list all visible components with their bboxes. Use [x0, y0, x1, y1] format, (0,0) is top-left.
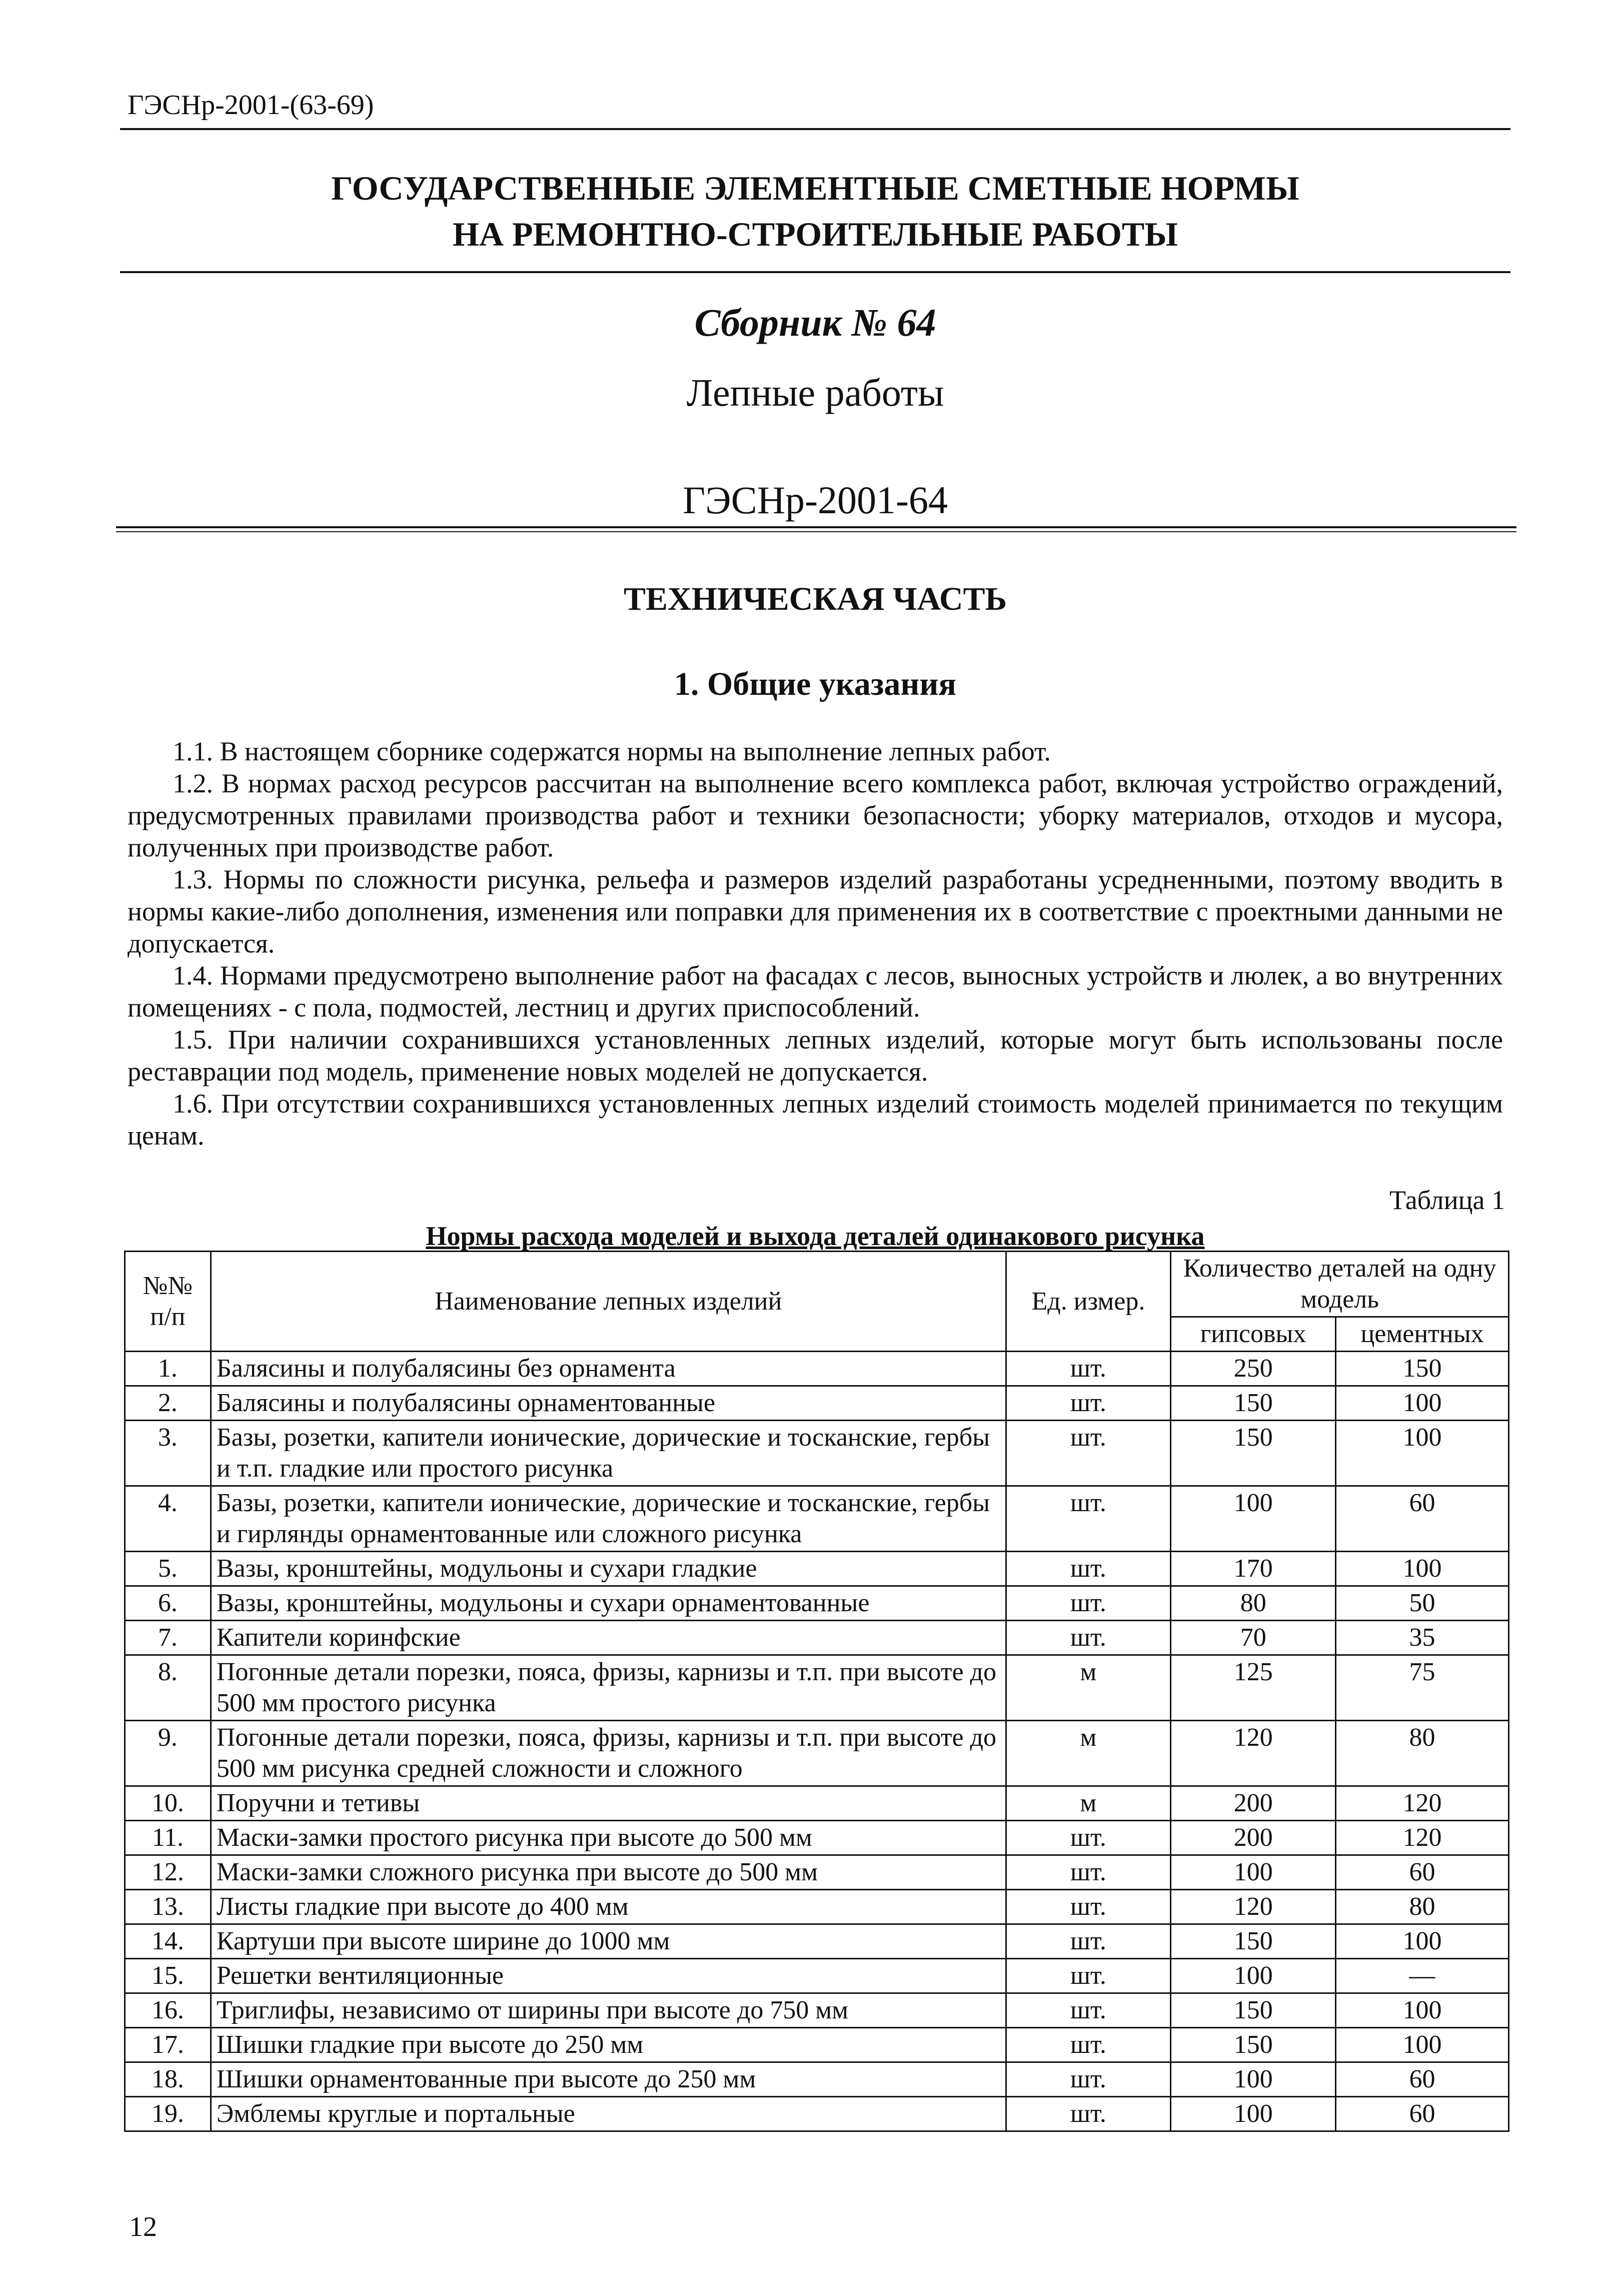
paragraph-1-1: 1.1. В настоящем сборнике содержатся нормы на выполнение лепных работ.	[173, 736, 1051, 766]
table-row	[125, 1386, 1509, 1421]
gypsum-count: 150	[1171, 2028, 1336, 2062]
row-number: 9.	[125, 1721, 211, 1786]
title-line-1: ГОСУДАРСТВЕННЫЕ ЭЛЕМЕНТНЫЕ СМЕТНЫЕ НОРМЫ	[331, 169, 1299, 207]
gypsum-count: 100	[1171, 1959, 1336, 1993]
unit: шт.	[1006, 1855, 1171, 1890]
row-number: 17.	[125, 2028, 211, 2062]
cement-count: 100	[1336, 2028, 1509, 2062]
collection-number: Сборник № 64	[694, 301, 936, 344]
unit: м	[1006, 1786, 1171, 1821]
row-number: 6.	[125, 1586, 211, 1621]
cement-count: 100	[1336, 1421, 1509, 1486]
row-number: 10.	[125, 1786, 211, 1821]
item-name: Эмблемы круглые и портальные	[211, 2097, 1006, 2131]
unit: шт.	[1006, 1924, 1171, 1959]
cement-count: 120	[1336, 1786, 1509, 1821]
item-name: Базы, розетки, капители ионические, дорические и тосканские, гербы и гирлянды орнаментованные или сложного рисунка	[211, 1486, 1006, 1552]
unit: шт.	[1006, 1352, 1171, 1386]
title-rule	[120, 271, 1510, 273]
item-name: Базы, розетки, капители ионические, дорические и тосканские, гербы и т.п. гладкие или простого рисунка	[211, 1421, 1006, 1486]
cement-count: 100	[1336, 1386, 1509, 1421]
gypsum-count: 120	[1171, 1721, 1336, 1786]
gypsum-count: 100	[1171, 1855, 1336, 1890]
cement-count: 120	[1336, 1821, 1509, 1855]
table-row	[125, 1421, 1509, 1486]
paragraph-1-2: 1.2. В нормах расход ресурсов рассчитан на выполнение всего комплекса работ, включая устройство ограждений, предусмотренных правилами производства работ и техники безопасности; уборку материалов, отходов и мусора, полученных при производстве работ.	[128, 768, 1503, 862]
title-line-2: НА РЕМОНТНО-СТРОИТЕЛЬНЫЕ РАБОТЫ	[453, 215, 1178, 253]
cement-count: 150	[1336, 1352, 1509, 1386]
document-title	[120, 165, 1510, 257]
table-row	[125, 1993, 1509, 2028]
gypsum-count: 150	[1171, 1924, 1336, 1959]
cement-count: 80	[1336, 1890, 1509, 1924]
running-header: ГЭСНр-2001-(63-69)	[128, 90, 374, 121]
row-number: 1.	[125, 1352, 211, 1386]
table-caption: Нормы расхода моделей и выхода деталей одинакового рисунка	[426, 1221, 1205, 1251]
paragraph-1-4: 1.4. Нормами предусмотрено выполнение работ на фасадах с лесов, выносных устройств и люлек, а во внутренних помещениях - с пола, подмостей, лестниц и других приспособлений.	[128, 960, 1503, 1022]
gypsum-count: 120	[1171, 1890, 1336, 1924]
header-quantity: Количество деталей на одну модель	[1171, 1252, 1509, 1317]
row-number: 18.	[125, 2062, 211, 2097]
table-row	[125, 1621, 1509, 1655]
table-row	[125, 1552, 1509, 1586]
row-number: 2.	[125, 1386, 211, 1421]
cement-count: 50	[1336, 1586, 1509, 1621]
unit: м	[1006, 1721, 1171, 1786]
unit: шт.	[1006, 1386, 1171, 1421]
item-name: Балясины и полубалясины орнаментованные	[211, 1386, 1006, 1421]
row-number: 11.	[125, 1821, 211, 1855]
unit: шт.	[1006, 1993, 1171, 2028]
unit: шт.	[1006, 1821, 1171, 1855]
unit: шт.	[1006, 1586, 1171, 1621]
item-name: Листы гладкие при высоте до 400 мм	[211, 1890, 1006, 1924]
cement-count: 75	[1336, 1655, 1509, 1721]
row-number: 4.	[125, 1486, 211, 1552]
unit: шт.	[1006, 1552, 1171, 1586]
gypsum-count: 80	[1171, 1586, 1336, 1621]
item-name: Маски-замки простого рисунка при высоте до 500 мм	[211, 1821, 1006, 1855]
norms-table	[124, 1251, 1509, 2132]
page-number: 12	[129, 2211, 157, 2242]
table-row	[125, 1586, 1509, 1621]
collection-subject: Лепные работы	[686, 371, 944, 414]
item-name: Погонные детали порезки, пояса, фризы, карнизы и т.п. при высоте до 500 мм простого рисунка	[211, 1655, 1006, 1721]
table-row	[125, 2028, 1509, 2062]
row-number: 3.	[125, 1421, 211, 1486]
item-name: Маски-замки сложного рисунка при высоте до 500 мм	[211, 1855, 1006, 1890]
table-row	[125, 1821, 1509, 1855]
item-name: Шишки орнаментованные при высоте до 250 мм	[211, 2062, 1006, 2097]
item-name: Капители коринфские	[211, 1621, 1006, 1655]
gypsum-count: 125	[1171, 1655, 1336, 1721]
cement-count: 35	[1336, 1621, 1509, 1655]
table-label: Таблица 1	[1389, 1185, 1505, 1215]
section-heading: 1. Общие указания	[674, 666, 957, 702]
row-number: 16.	[125, 1993, 211, 2028]
header-num: №№ п/п	[125, 1252, 211, 1352]
table-row	[125, 1655, 1509, 1721]
unit: шт.	[1006, 1890, 1171, 1924]
technical-part-heading: ТЕХНИЧЕСКАЯ ЧАСТЬ	[623, 581, 1007, 617]
item-name: Шишки гладкие при высоте до 250 мм	[211, 2028, 1006, 2062]
gypsum-count: 150	[1171, 1993, 1336, 2028]
gypsum-count: 200	[1171, 1821, 1336, 1855]
item-name: Триглифы, независимо от ширины при высоте до 750 мм	[211, 1993, 1006, 2028]
cement-count: 80	[1336, 1721, 1509, 1786]
header-cement: цементных	[1336, 1317, 1509, 1352]
gypsum-count: 150	[1171, 1421, 1336, 1486]
table-row	[125, 1924, 1509, 1959]
table-row	[125, 1721, 1509, 1786]
row-number: 7.	[125, 1621, 211, 1655]
cement-count: —	[1336, 1959, 1509, 1993]
gypsum-count: 100	[1171, 1486, 1336, 1552]
gypsum-count: 70	[1171, 1621, 1336, 1655]
item-name: Решетки вентиляционные	[211, 1959, 1006, 1993]
row-number: 12.	[125, 1855, 211, 1890]
unit: шт.	[1006, 2097, 1171, 2131]
table-row	[125, 2097, 1509, 2131]
cement-count: 100	[1336, 1552, 1509, 1586]
paragraph-1-3: 1.3. Нормы по сложности рисунка, рельефа и размеров изделий разработаны усредненными, поэтому вводить в нормы какие-либо дополнения, изменения или поправки для применения их в соответствие с проектными данными не допускается.	[128, 864, 1503, 958]
table-body	[125, 1352, 1509, 2131]
item-name: Балясины и полубалясины без орнамента	[211, 1352, 1006, 1386]
table-row	[125, 1890, 1509, 1924]
table-row	[125, 1352, 1509, 1386]
gypsum-count: 170	[1171, 1552, 1336, 1586]
unit: шт.	[1006, 1421, 1171, 1486]
row-number: 19.	[125, 2097, 211, 2131]
document-code: ГЭСНр-2001-64	[683, 478, 948, 522]
unit: шт.	[1006, 1959, 1171, 1993]
gypsum-count: 200	[1171, 1786, 1336, 1821]
table-header-row	[125, 1252, 1509, 1317]
cement-count: 60	[1336, 1486, 1509, 1552]
unit: шт.	[1006, 1621, 1171, 1655]
unit: шт.	[1006, 1486, 1171, 1552]
paragraph-1-5: 1.5. При наличии сохранившихся установленных лепных изделий, которые могут быть использованы после реставрации под модель, применение новых моделей не допускается.	[128, 1024, 1503, 1086]
item-name: Вазы, кронштейны, модульоны и сухари орнаментованные	[211, 1586, 1006, 1621]
cement-count: 60	[1336, 1855, 1509, 1890]
header-gypsum: гипсовых	[1171, 1317, 1336, 1352]
gypsum-count: 150	[1171, 1386, 1336, 1421]
unit: шт.	[1006, 2028, 1171, 2062]
gypsum-count: 250	[1171, 1352, 1336, 1386]
cement-count: 60	[1336, 2062, 1509, 2097]
cement-count: 100	[1336, 1924, 1509, 1959]
paragraph-1-6: 1.6. При отсутствии сохранившихся установленных лепных изделий стоимость моделей принимается по текущим ценам.	[128, 1088, 1503, 1151]
header-name: Наименование лепных изделий	[211, 1252, 1006, 1352]
unit: м	[1006, 1655, 1171, 1721]
table-row	[125, 2062, 1509, 2097]
table-row	[125, 1959, 1509, 1993]
cement-count: 100	[1336, 1993, 1509, 2028]
row-number: 14.	[125, 1924, 211, 1959]
code-rule-thin	[116, 531, 1516, 532]
general-instructions	[128, 735, 1503, 1152]
cement-count: 60	[1336, 2097, 1509, 2131]
row-number: 13.	[125, 1890, 211, 1924]
table-row	[125, 1486, 1509, 1552]
table-row	[125, 1855, 1509, 1890]
gypsum-count: 100	[1171, 2062, 1336, 2097]
header-unit: Ед. измер.	[1006, 1252, 1171, 1352]
gypsum-count: 100	[1171, 2097, 1336, 2131]
header-rule	[120, 128, 1510, 130]
item-name: Вазы, кронштейны, модульоны и сухари гладкие	[211, 1552, 1006, 1586]
row-number: 8.	[125, 1655, 211, 1721]
row-number: 15.	[125, 1959, 211, 1993]
item-name: Картуши при высоте ширине до 1000 мм	[211, 1924, 1006, 1959]
item-name: Погонные детали порезки, пояса, фризы, карнизы и т.п. при высоте до 500 мм рисунка средней сложности и сложного	[211, 1721, 1006, 1786]
unit: шт.	[1006, 2062, 1171, 2097]
code-rule	[116, 526, 1516, 528]
table-row	[125, 1786, 1509, 1821]
item-name: Поручни и тетивы	[211, 1786, 1006, 1821]
row-number: 5.	[125, 1552, 211, 1586]
